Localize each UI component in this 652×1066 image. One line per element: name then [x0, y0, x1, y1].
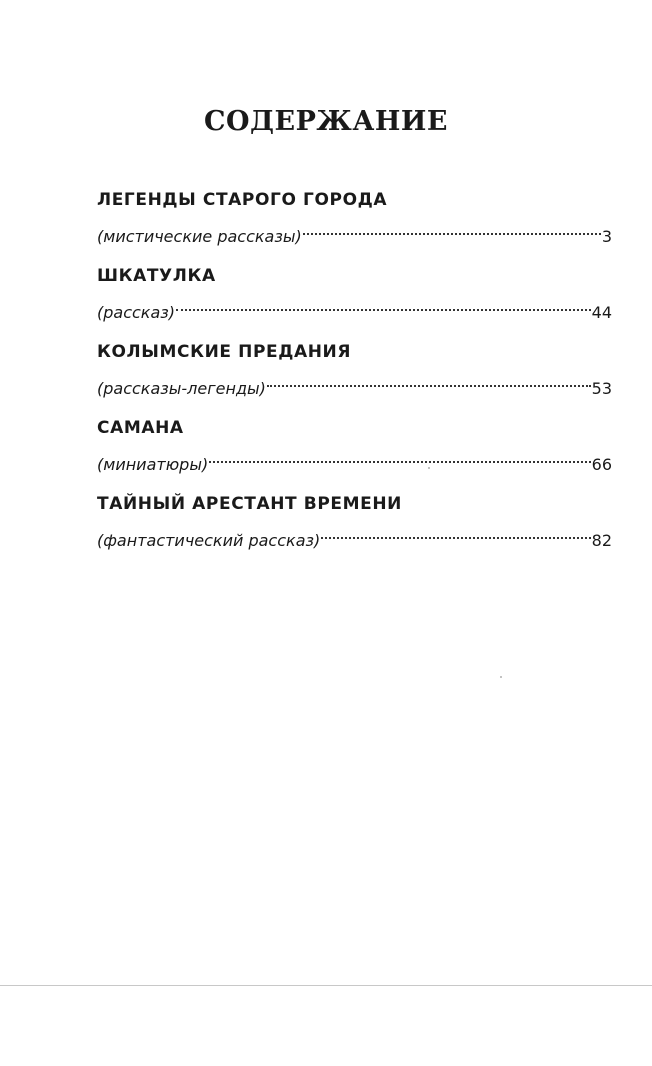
toc-page-number: 82: [591, 531, 612, 550]
toc-entry: [97, 186, 612, 262]
paper-speck: [500, 676, 502, 678]
toc-leader-dots: [209, 442, 590, 470]
toc-entry-subtitle: (рассказ): [97, 303, 176, 322]
table-of-contents: [97, 186, 612, 566]
toc-entry-heading: КОЛЫМСКИЕ ПРЕДАНИЯ: [97, 342, 352, 362]
toc-entry-subtitle: (рассказы-легенды): [97, 379, 266, 398]
toc-entry: [97, 414, 612, 490]
paper-speck: [428, 467, 430, 469]
toc-entry-line: [97, 290, 612, 322]
toc-leader-dots: [267, 366, 591, 394]
toc-entry: [97, 490, 612, 566]
toc-entry-subtitle: (фантастический рассказ): [97, 531, 321, 550]
toc-entry-heading: САМАНА: [97, 418, 184, 438]
toc-entry: [97, 262, 612, 338]
toc-entry-line: [97, 214, 612, 246]
toc-entry-line: [97, 518, 612, 550]
toc-leader-dots: [303, 214, 601, 242]
toc-entry-subtitle: (мистические рассказы): [97, 227, 302, 246]
toc-page-number: 3: [601, 227, 612, 246]
toc-page-number: 53: [591, 379, 612, 398]
toc-leader-dots: [321, 518, 590, 546]
toc-entry-heading: ТАЙНЫЙ АРЕСТАНТ ВРЕМЕНИ: [97, 494, 402, 514]
toc-entry-line: [97, 366, 612, 398]
toc-entry-heading: ЛЕГЕНДЫ СТАРОГО ГОРОДА: [97, 190, 388, 210]
page-edge-rule: [0, 985, 652, 986]
page-title: СОДЕРЖАНИЕ: [204, 106, 448, 137]
toc-entry-line: [97, 442, 612, 474]
toc-page-number: 66: [591, 455, 612, 474]
toc-page-number: 44: [591, 303, 612, 322]
toc-entry-subtitle: (миниатюры): [97, 455, 209, 474]
toc-entry: [97, 338, 612, 414]
toc-entry-heading: ШКАТУЛКА: [97, 266, 216, 286]
toc-leader-dots: [176, 290, 591, 318]
